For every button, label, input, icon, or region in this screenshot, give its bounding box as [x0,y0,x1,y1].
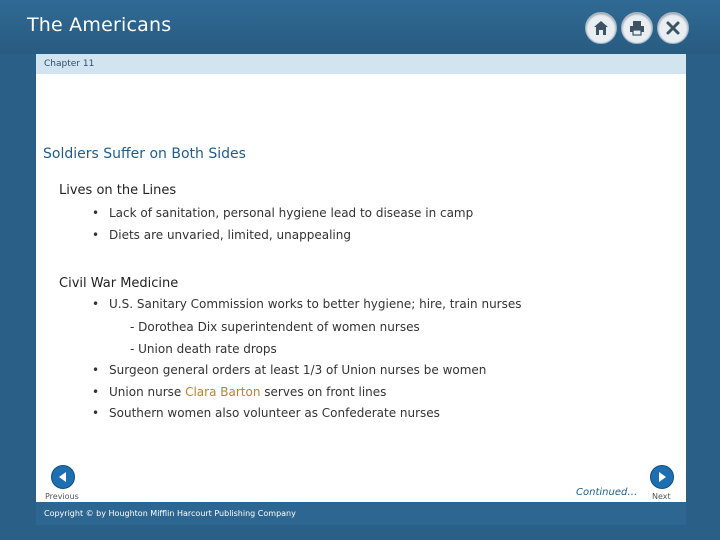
continued-label: Continued… [576,487,638,498]
bullet-item: • Southern women also volunteer as Confederate nurses [92,406,440,420]
next-label[interactable]: Next [652,492,671,501]
bullet-item: • U.S. Sanitary Commission works to better hygiene; hire, train nurses [92,297,522,311]
print-icon [628,19,646,37]
bullet-item: • Surgeon general orders at least 1/3 of Union nurses be women [92,363,487,377]
section-heading-lives: Lives on the Lines [59,183,177,198]
previous-button[interactable] [51,465,75,489]
sub-item: - Dorothea Dix superintendent of women nurses [130,320,420,334]
print-button[interactable] [621,12,653,44]
bullet-item: • Diets are unvaried, limited, unappealing [92,228,351,242]
copyright-text: Copyright © by Houghton Mifflin Harcourt Publishing Company [44,509,296,518]
footer-strip [36,502,686,525]
home-icon [592,19,610,37]
next-button[interactable] [650,465,674,489]
home-button[interactable] [585,12,617,44]
slide-title: Soldiers Suffer on Both Sides [43,146,246,162]
bullet-item: • Union nurse Clara Barton serves on front lines [92,385,387,399]
arrow-left-icon [57,471,69,483]
highlighted-name: Clara Barton [185,385,261,399]
bullet-item: • Lack of sanitation, personal hygiene lead to disease in camp [92,206,474,220]
previous-label[interactable]: Previous [45,492,79,501]
app-title: The Americans [27,14,172,36]
chapter-label: Chapter 11 [44,59,95,69]
close-button[interactable] [657,12,689,44]
title-bar [0,0,720,54]
arrow-right-icon [656,471,668,483]
close-icon [664,19,682,37]
section-heading-medicine: Civil War Medicine [59,276,179,291]
sub-item: - Union death rate drops [130,342,277,356]
chapter-strip [36,54,686,74]
